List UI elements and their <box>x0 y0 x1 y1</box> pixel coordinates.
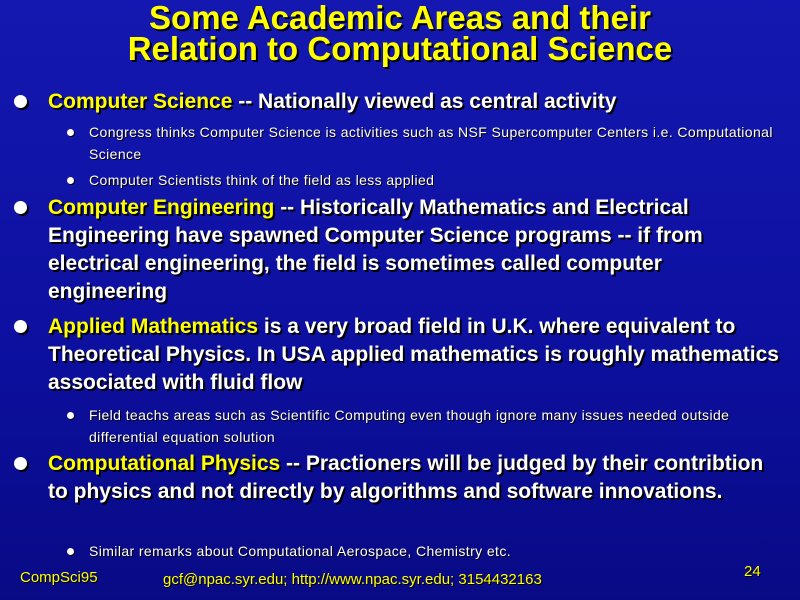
sub-item: Field teachs areas such as Scientific Computing even though ignore many issues needed outside differential equation solution <box>89 407 730 445</box>
slide-title-line1: Some Academic Areas and their <box>149 0 651 36</box>
slide-title <box>0 0 800 67</box>
item-keyword: Computer Engineering <box>48 196 275 219</box>
sub-bullet-icon <box>67 129 74 136</box>
sub-item: Similar remarks about Computational Aerospace, Chemistry etc. <box>89 543 512 559</box>
item-text: is a very broad field in U.K. where equivalent to Theoretical Physics. In USA applied mathematics is roughly mathematics associated with fluid flow <box>48 315 779 394</box>
item-text: -- Historically Mathematics and Electrical Engineering have spawned Computer Science programs -- if from electrical engineering, the field is sometimes called computer engineering <box>48 196 703 303</box>
bullet-icon <box>14 457 27 470</box>
bullet-icon <box>14 95 27 108</box>
item-keyword: Applied Mathematics <box>48 315 259 338</box>
bullet-item-applied-mathematics <box>48 313 783 397</box>
bullet-icon <box>14 201 27 214</box>
sub-item: Computer Scientists think of the field as less applied <box>89 172 435 188</box>
bullet-item-computer-engineering <box>48 194 783 306</box>
page-number: 24 <box>744 563 761 580</box>
bullet-item-computational-physics <box>48 450 783 506</box>
item-keyword: Computational Physics <box>48 452 281 475</box>
sub-bullet-icon <box>67 177 74 184</box>
item-text: -- Nationally viewed as central activity <box>232 90 617 113</box>
bullet-item-computer-science <box>48 88 783 116</box>
sub-bullet-icon <box>67 548 74 555</box>
sub-item: Congress thinks Computer Science is activities such as NSF Supercomputer Centers i.e. Computational Science <box>89 124 773 162</box>
sub-bullet-icon <box>67 412 74 419</box>
bullet-icon <box>14 320 27 333</box>
footer-course: CompSci95 <box>20 569 98 586</box>
slide-title-line2: Relation to Computational Science <box>127 30 673 67</box>
item-text: -- Practioners will be judged by their contribtion to physics and not directly by algorithms and software innovations. <box>48 452 764 503</box>
item-keyword: Computer Science <box>48 90 233 113</box>
footer-contact: gcf@npac.syr.edu; http://www.npac.syr.edu; 3154432163 <box>163 571 542 588</box>
